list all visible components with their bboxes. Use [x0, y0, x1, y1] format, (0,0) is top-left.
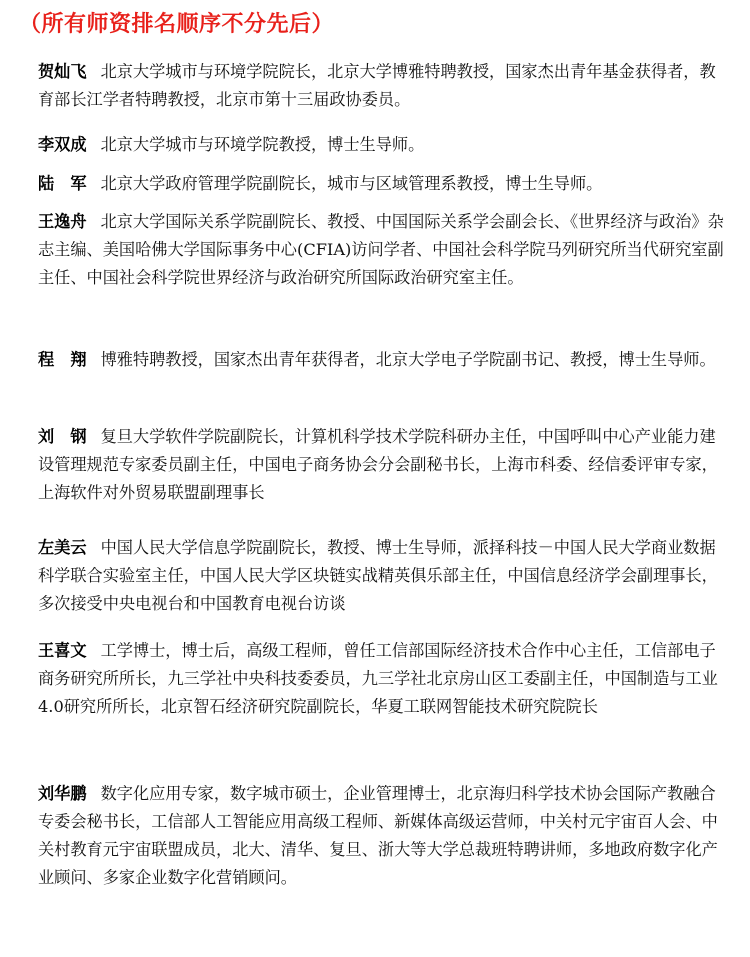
- faculty-description: 博雅特聘教授，国家杰出青年获得者，北京大学电子学院副书记、教授，博士生导师。: [100, 350, 716, 369]
- faculty-name: 王喜文: [38, 641, 87, 660]
- faculty-name: 刘华鹏: [38, 784, 87, 803]
- faculty-description: 中国人民大学信息学院副院长，教授、博士生导师，派择科技－中国人民大学商业数据科学联合实验室主任，中国人民大学区块链实战精英俱乐部主任，中国信息经济学会副理事长，多次接受中央电视台和中国教育电视台访谈: [38, 538, 718, 613]
- faculty-name: 王逸舟: [38, 212, 87, 231]
- faculty-entry: [38, 170, 728, 198]
- faculty-description: 北京大学政府管理学院副院长，城市与区域管理系教授，博士生导师。: [100, 174, 603, 193]
- faculty-entry: [38, 346, 728, 374]
- faculty-description: 北京大学城市与环境学院教授，博士生导师。: [100, 135, 425, 154]
- faculty-name: 陆 军: [38, 174, 87, 193]
- ranking-notice: （所有师资排名顺序不分先后）: [19, 12, 335, 37]
- faculty-description: 工学博士，博士后，高级工程师，曾任工信部国际经济技术合作中心主任，工信部电子商务研究所所长，九三学社中央科技委委员，九三学社北京房山区工委副主任，中国制造与工业4.0研究所所长，北京智石经济研究院副院长，华夏工联网智能技术研究院院长: [38, 641, 718, 716]
- faculty-entry: [38, 58, 728, 114]
- faculty-name: 左美云: [38, 538, 87, 557]
- faculty-description: 北京大学城市与环境学院院长，北京大学博雅特聘教授，国家杰出青年基金获得者，教育部长江学者特聘教授，北京市第十三届政协委员。: [38, 62, 716, 109]
- faculty-entry: [38, 423, 728, 507]
- faculty-entry: [38, 131, 728, 159]
- faculty-entry: [38, 208, 728, 292]
- faculty-description: 复旦大学软件学院副院长，计算机科学技术学院科研办主任，中国呼叫中心产业能力建设管理规范专家委员副主任，中国电子商务协会分会副秘书长，上海市科委、经信委评审专家，上海软件对外贸易联盟副理事长: [38, 427, 718, 502]
- faculty-description: 数字化应用专家，数字城市硕士，企业管理博士，北京海归科学技术协会国际产教融合专委会秘书长，工信部人工智能应用高级工程师、新媒体高级运营师，中关村元宇宙百人会、中关村教育元宇宙联盟成员，北大、清华、复旦、浙大等大学总裁班特聘讲师，多地政府数字化产业顾问、多家企业数字化营销顾问。: [38, 784, 718, 887]
- faculty-entry: [38, 534, 728, 618]
- faculty-name: 李双成: [38, 135, 87, 154]
- faculty-name: 程 翔: [38, 350, 87, 369]
- faculty-name: 贺灿飞: [38, 62, 87, 81]
- faculty-description: 北京大学国际关系学院副院长、教授、中国国际关系学会副会长、《世界经济与政治》杂志主编、美国哈佛大学国际事务中心(CFIA)访问学者、中国社会科学院马列研究所当代研究室副主任、中国社会科学院世界经济与政治研究所国际政治研究室主任。: [38, 212, 724, 287]
- faculty-entry: [38, 637, 728, 721]
- faculty-entry: [38, 780, 728, 892]
- faculty-name: 刘 钢: [38, 427, 87, 446]
